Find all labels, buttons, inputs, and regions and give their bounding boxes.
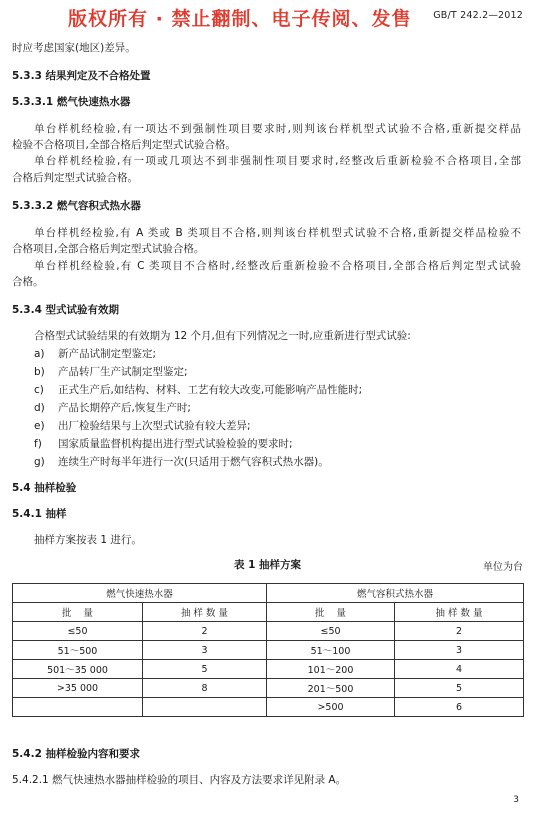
table-header-row: [13, 603, 524, 622]
table-row: [13, 622, 524, 641]
list-item: [34, 418, 251, 433]
list-text: 正式生产后,如结构、材料、工艺有较大改变,可能影响产品性能时;: [58, 384, 363, 396]
table-cell: 5: [143, 660, 267, 679]
header-cell: 批 量: [13, 603, 143, 622]
list-item: [34, 382, 362, 397]
list-item: [34, 364, 188, 379]
paragraph-line: 检验不合格项目,全部合格后判定型式试验合格。: [12, 139, 236, 151]
list-item: [34, 454, 329, 469]
list-label: e): [34, 420, 45, 432]
standard-number: GB/T 242.2—2012: [433, 10, 523, 21]
group-header-cell: 燃气容积式热水器: [267, 584, 524, 603]
list-label: d): [34, 402, 45, 414]
list-text: 连续生产时每半年进行一次(只适用于燃气容积式热水器)。: [58, 456, 329, 468]
section-heading-5-4: 5.4 抽样检验: [12, 482, 77, 494]
table-cell: 4: [395, 660, 524, 679]
paragraph-line: 单台样机经检验,有 A 类或 B 类项目不合格,则判该台样机型式试验不合格,重新提交样品检验不: [34, 227, 521, 239]
table-cell: 501～35 000: [13, 660, 143, 679]
section-heading-5-3-3: 5.3.3 结果判定及不合格处置: [12, 70, 151, 82]
table-row: [13, 698, 524, 717]
table-group-header-row: [13, 584, 524, 603]
table-unit: 单位为台: [483, 562, 523, 573]
list-text: 产品长期停产后,恢复生产时;: [58, 402, 191, 414]
header-cell: 抽 样 数 量: [143, 603, 267, 622]
list-label: g): [34, 456, 45, 468]
header-cell: 抽 样 数 量: [395, 603, 524, 622]
paragraph-line: 合格。: [12, 276, 44, 288]
list-item: [34, 436, 293, 451]
table-cell: [143, 698, 267, 717]
table-cell: >500: [267, 698, 395, 717]
table-row: [13, 660, 524, 679]
list-label: b): [34, 366, 45, 378]
watermark: 版权所有 · 禁止翻制、电子传阅、发售: [68, 8, 412, 30]
group-header-cell: 燃气快速热水器: [13, 584, 267, 603]
sampling-table: [12, 583, 524, 717]
table-cell: [13, 698, 143, 717]
list-item: [34, 400, 191, 415]
table-row: [13, 679, 524, 698]
table-cell: 3: [395, 641, 524, 660]
list-item: [34, 346, 156, 361]
table-cell: >35 000: [13, 679, 143, 698]
paragraph-line: 合格型式试验结果的有效期为 12 个月,但有下列情况之一时,应重新进行型式试验:: [34, 330, 411, 342]
paragraph-line: 单台样机经检验,有一项达不到强制性项目要求时,则判该台样机型式试验不合格,重新提交样品: [34, 123, 521, 135]
paragraph-line: 单台样机经检验,有一项或几项达不到非强制性项目要求时,经整改后重新检验不合格项目,全部: [34, 155, 521, 167]
list-text: 出厂检验结果与上次型式试验有较大差异;: [58, 420, 251, 432]
paragraph-line: 合格项目,全部合格后判定型式试验合格。: [12, 243, 205, 255]
table-cell: 101～200: [267, 660, 395, 679]
table-cell: ≤50: [267, 622, 395, 641]
table-cell: ≤50: [13, 622, 143, 641]
table-cell: 2: [143, 622, 267, 641]
table-cell: 3: [143, 641, 267, 660]
section-heading-5-3-3-1: 5.3.3.1 燃气快速热水器: [12, 96, 131, 108]
table-cell: 2: [395, 622, 524, 641]
header-cell: 批 量: [267, 603, 395, 622]
paragraph-line: 5.4.2.1 燃气快速热水器抽样检验的项目、内容及方法要求详见附录 A。: [12, 774, 347, 786]
table-cell: 5: [395, 679, 524, 698]
table-cell: 51～500: [13, 641, 143, 660]
list-text: 国家质量监督机构提出进行型式试验检验的要求时;: [58, 438, 293, 450]
paragraph-line: 单台样机经检验,有 C 类项目不合格时,经整改后重新检验不合格项目,全部合格后判定型式试验: [34, 260, 521, 272]
section-heading-5-4-1: 5.4.1 抽样: [12, 508, 67, 520]
section-heading-5-3-3-2: 5.3.3.2 燃气容积式热水器: [12, 200, 141, 212]
paragraph-line: 时应考虑国家(地区)差异。: [12, 42, 136, 54]
list-label: c): [34, 384, 44, 396]
section-heading-5-4-2: 5.4.2 抽样检验内容和要求: [12, 748, 141, 760]
table-cell: 201～500: [267, 679, 395, 698]
table-cell: 6: [395, 698, 524, 717]
list-label: a): [34, 348, 45, 360]
list-text: 产品转厂生产试制定型鉴定;: [58, 366, 188, 378]
table-row: [13, 641, 524, 660]
section-heading-5-3-4: 5.3.4 型式试验有效期: [12, 304, 120, 316]
paragraph-line: 抽样方案按表 1 进行。: [34, 534, 142, 546]
page-number: 3: [513, 795, 519, 805]
list-text: 新产品试制定型鉴定;: [58, 348, 157, 360]
table-cell: 8: [143, 679, 267, 698]
table-cell: 51～100: [267, 641, 395, 660]
table-caption: 表 1 抽样方案: [233, 559, 302, 571]
paragraph-line: 合格后判定型式试验合格。: [12, 172, 138, 184]
list-label: f): [34, 438, 42, 450]
